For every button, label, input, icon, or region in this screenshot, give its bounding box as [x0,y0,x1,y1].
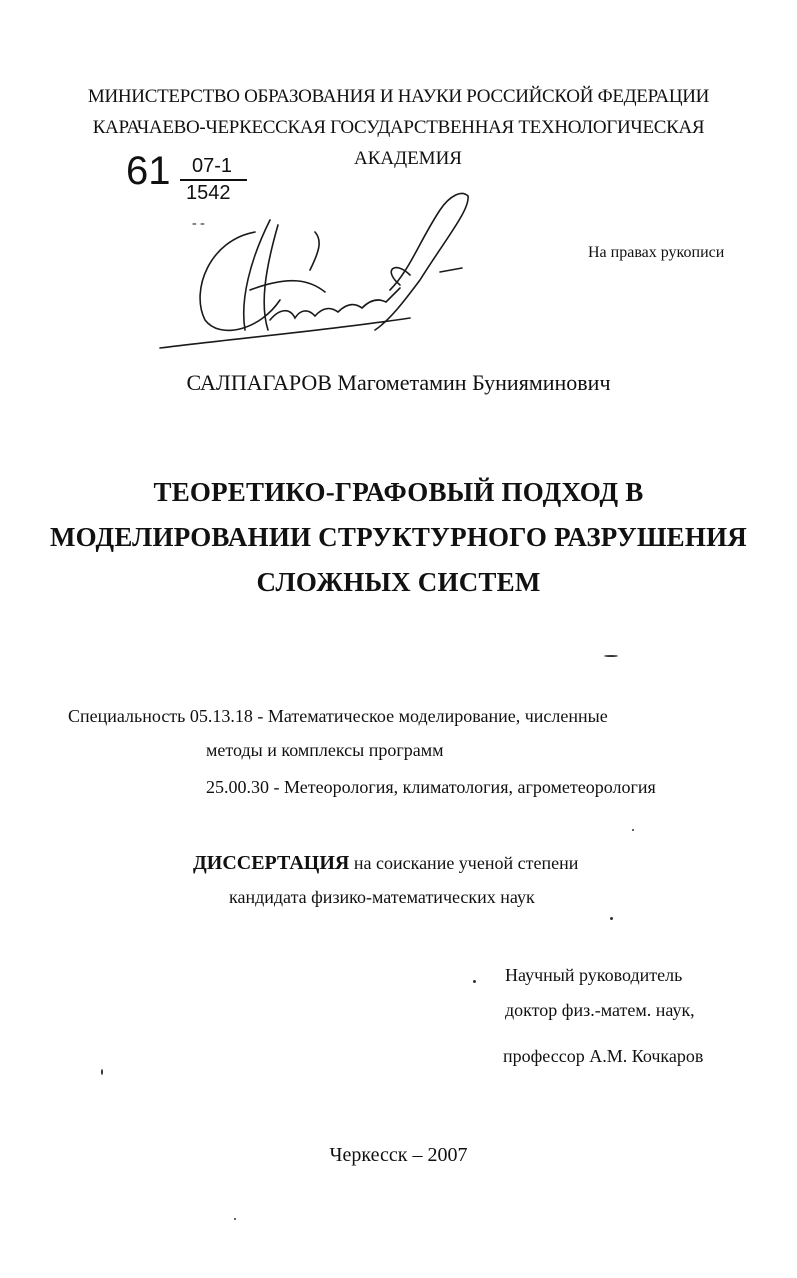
signature-image [150,180,480,360]
title-line-2: МОДЕЛИРОВАНИИ СТРУКТУРНОГО РАЗРУШЕНИЯ [50,522,747,552]
scan-speck [473,980,476,983]
stamp-dashes: - - [192,216,205,231]
supervisor-line-1: Научный руководитель [505,965,683,985]
scan-speck [610,917,613,920]
stamp-denominator: 1542 [186,182,231,204]
academy-line-1: КАРАЧАЕВО-ЧЕРКЕССКАЯ ГОСУДАРСТВЕННАЯ ТЕХНОЛОГИЧЕСКАЯ [92,117,705,138]
scan-speck [101,1069,103,1075]
dissertation-word: ДИССЕРТАЦИЯ [193,852,350,874]
specialty-line-1: Специальность 05.13.18 - Математическое моделирование, численные [68,706,608,726]
rights-note: На правах рукописи [588,244,725,261]
title-line-1: ТЕОРЕТИКО-ГРАФОВЫЙ ПОДХОД В [153,477,644,507]
title-line-3: СЛОЖНЫХ СИСТЕМ [256,567,541,597]
scan-speck [604,655,618,657]
ministry-line: МИНИСТЕРСТВО ОБРАЗОВАНИЯ И НАУКИ РОССИЙСКОЙ ФЕДЕРАЦИИ [87,86,710,107]
scan-speck [234,1218,236,1220]
dissertation-line-2: кандидата физико-математических наук [229,887,535,907]
specialty-line-3: 25.00.30 - Метеорология, климатология, агрометеорология [206,777,656,797]
author-name: САЛПАГАРОВ Магометамин Бунияминович [186,370,611,395]
stamp-numerator: 07-1 [192,155,233,177]
dissertation-rest: на соискание ученой степени [349,853,579,873]
dissertation-line-1 [193,852,578,875]
city-year: Черкесск – 2007 [329,1144,468,1166]
scan-speck [632,829,634,831]
stamp-prefix: 61 [126,149,171,193]
supervisor-line-3: профессор А.М. Кочкаров [503,1046,704,1066]
supervisor-line-2: доктор физ.-матем. наук, [505,1000,695,1020]
specialty-line-2: методы и комплексы программ [206,740,444,760]
academy-line-2: АКАДЕМИЯ [354,148,462,169]
